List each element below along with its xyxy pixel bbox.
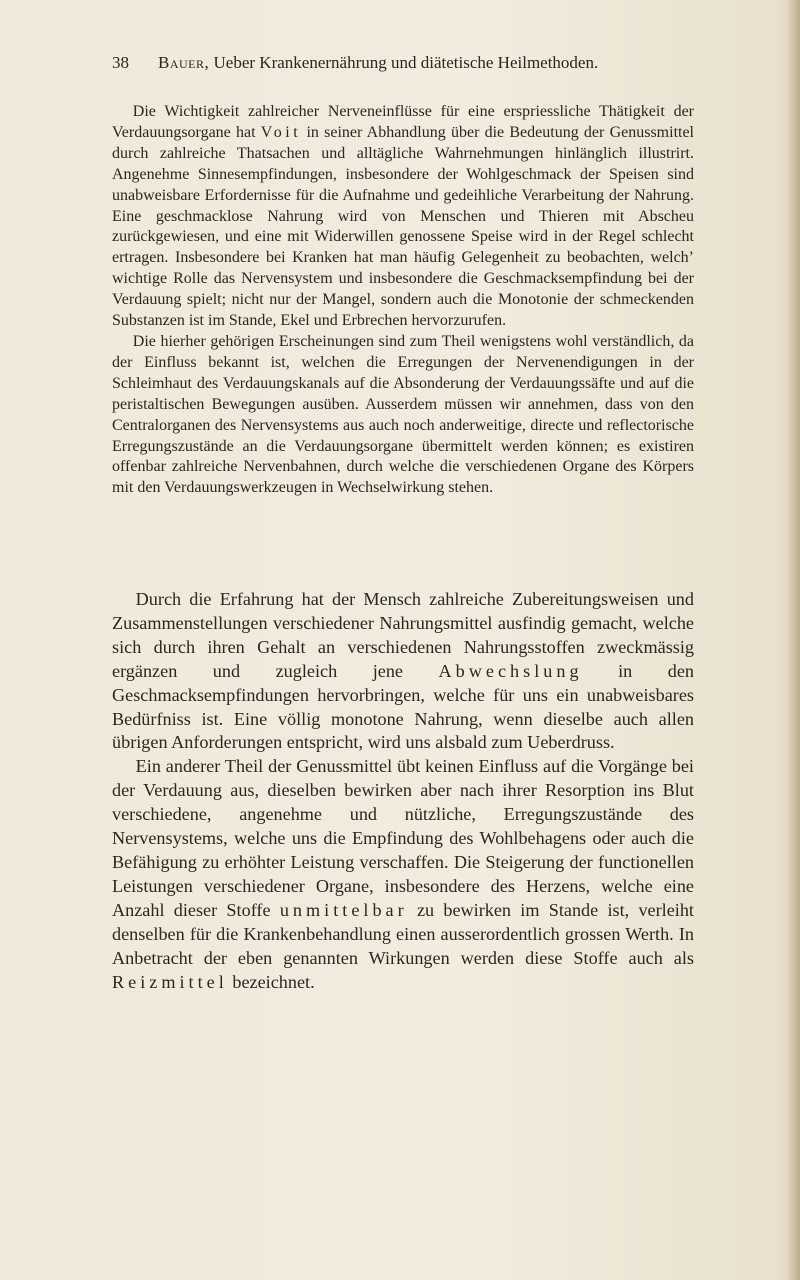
spaced-term: Reizmittel bbox=[112, 971, 228, 992]
header-author: Bauer, bbox=[158, 53, 210, 72]
spaced-name: Voit bbox=[260, 123, 302, 141]
page-number: 38 bbox=[112, 53, 129, 72]
spaced-term: unmittelbar bbox=[279, 899, 408, 920]
running-header bbox=[112, 52, 692, 74]
paragraph: Ein anderer Theil der Genussmittel übt keinen Einfluss auf die Vorgänge bei der Verdauung aus, dieselben bewirken aber nach ihrer Resorption ins Blut verschiedene, angenehme und nützliche, Erregungszustände des Nervensystems, welche uns die Empfindung des Wohlbehagens oder auch die Befähigung zu erhöhter Leistung verschaffen. Die Steigerung der functionellen Leistungen verschiedener Organe, insbesondere des Herzens, welche eine Anzahl dieser Stoffe unmittelbar zu bewirken im Stande ist, verleiht denselben für die Krankenbehandlung einen ausserordentlich grossen Werth. In Anbetracht der eben genannten Wirkungen werden diese Stoffe auch als Reizmittel bezeichnet. bbox=[112, 756, 694, 992]
paragraph: Durch die Erfahrung hat der Mensch zahlreiche Zubereitungsweisen und Zusammenstellungen verschiedener Nahrungsmittel ausfindig gemacht, welche sich durch ihren Gehalt an verschiedenen Nahrungsstoffen zweckmässig ergänzen und zugleich jene Abwechslung in den Geschmacksempfindungen hervorbringen, welche für uns ein unabweisbares Bedürfniss ist. Eine völlig monotone Nahrung, wenn dieselbe auch allen übrigen Anforderungen entspricht, wird uns alsbald zum Ueberdruss. bbox=[112, 589, 694, 753]
header-title: Ueber Krankenernährung und diätetische Heilmethoden. bbox=[213, 53, 599, 72]
spaced-term: Abwechslung bbox=[438, 660, 583, 681]
paragraph: Die Wichtigkeit zahlreicher Nerveneinflüsse für eine erspriessliche Thätigkeit der Verdauungsorgane hat Voit in seiner Abhandlung über die Bedeutung der Genussmittel durch zahlreiche Thatsachen und alltägliche Wahrnehmungen hinlänglich illustrirt. Angenehme Sinnesempfindungen, insbesondere der Wohlgeschmack der Speisen sind unabweisbare Erfordernisse für die Aufnahme und gedeihliche Verarbeitung der Nahrung. Eine geschmacklose Nahrung wird von Menschen und Thieren mit Abscheu zurückgewiesen, und eine mit Widerwillen genossene Speise wird in der Regel schlecht ertragen. Insbesondere bei Kranken hat man häufig Gelegenheit zu beobachten, welch’ wichtige Rolle das Nervensystem und insbesondere die Geschmacksempfindung bei der Verdauung spielt; nicht nur der Mangel, sondern auch die Monotonie der schmeckenden Substanzen ist im Stande, Ekel und Erbrechen hervorzurufen. bbox=[112, 103, 695, 330]
page-edge bbox=[786, 0, 800, 1280]
body-text-large bbox=[112, 588, 694, 994]
paragraph: Die hierher gehörigen Erscheinungen sind zum Theil wenigstens wohl verständlich, da der Einfluss bekannt ist, welchen die Erregungen der Nervenendigungen in der Schleimhaut des Verdauungskanals auf die Absonderung der Verdauungssäfte und auf die peristaltischen Bewegungen ausüben. Ausserdem müssen wir annehmen, dass von den Centralorganen des Nervensystems aus auch noch anderweitige, directe und reflectorische Erregungszustände an die Verdauungsorgane übermittelt werden können; es existiren offenbar zahlreiche Nervenbahnen, durch welche die verschiedenen Organe des Körpers mit den Verdauungswerkzeugen in Wechselwirkung stehen. bbox=[112, 332, 694, 497]
body-text-small bbox=[112, 102, 694, 499]
